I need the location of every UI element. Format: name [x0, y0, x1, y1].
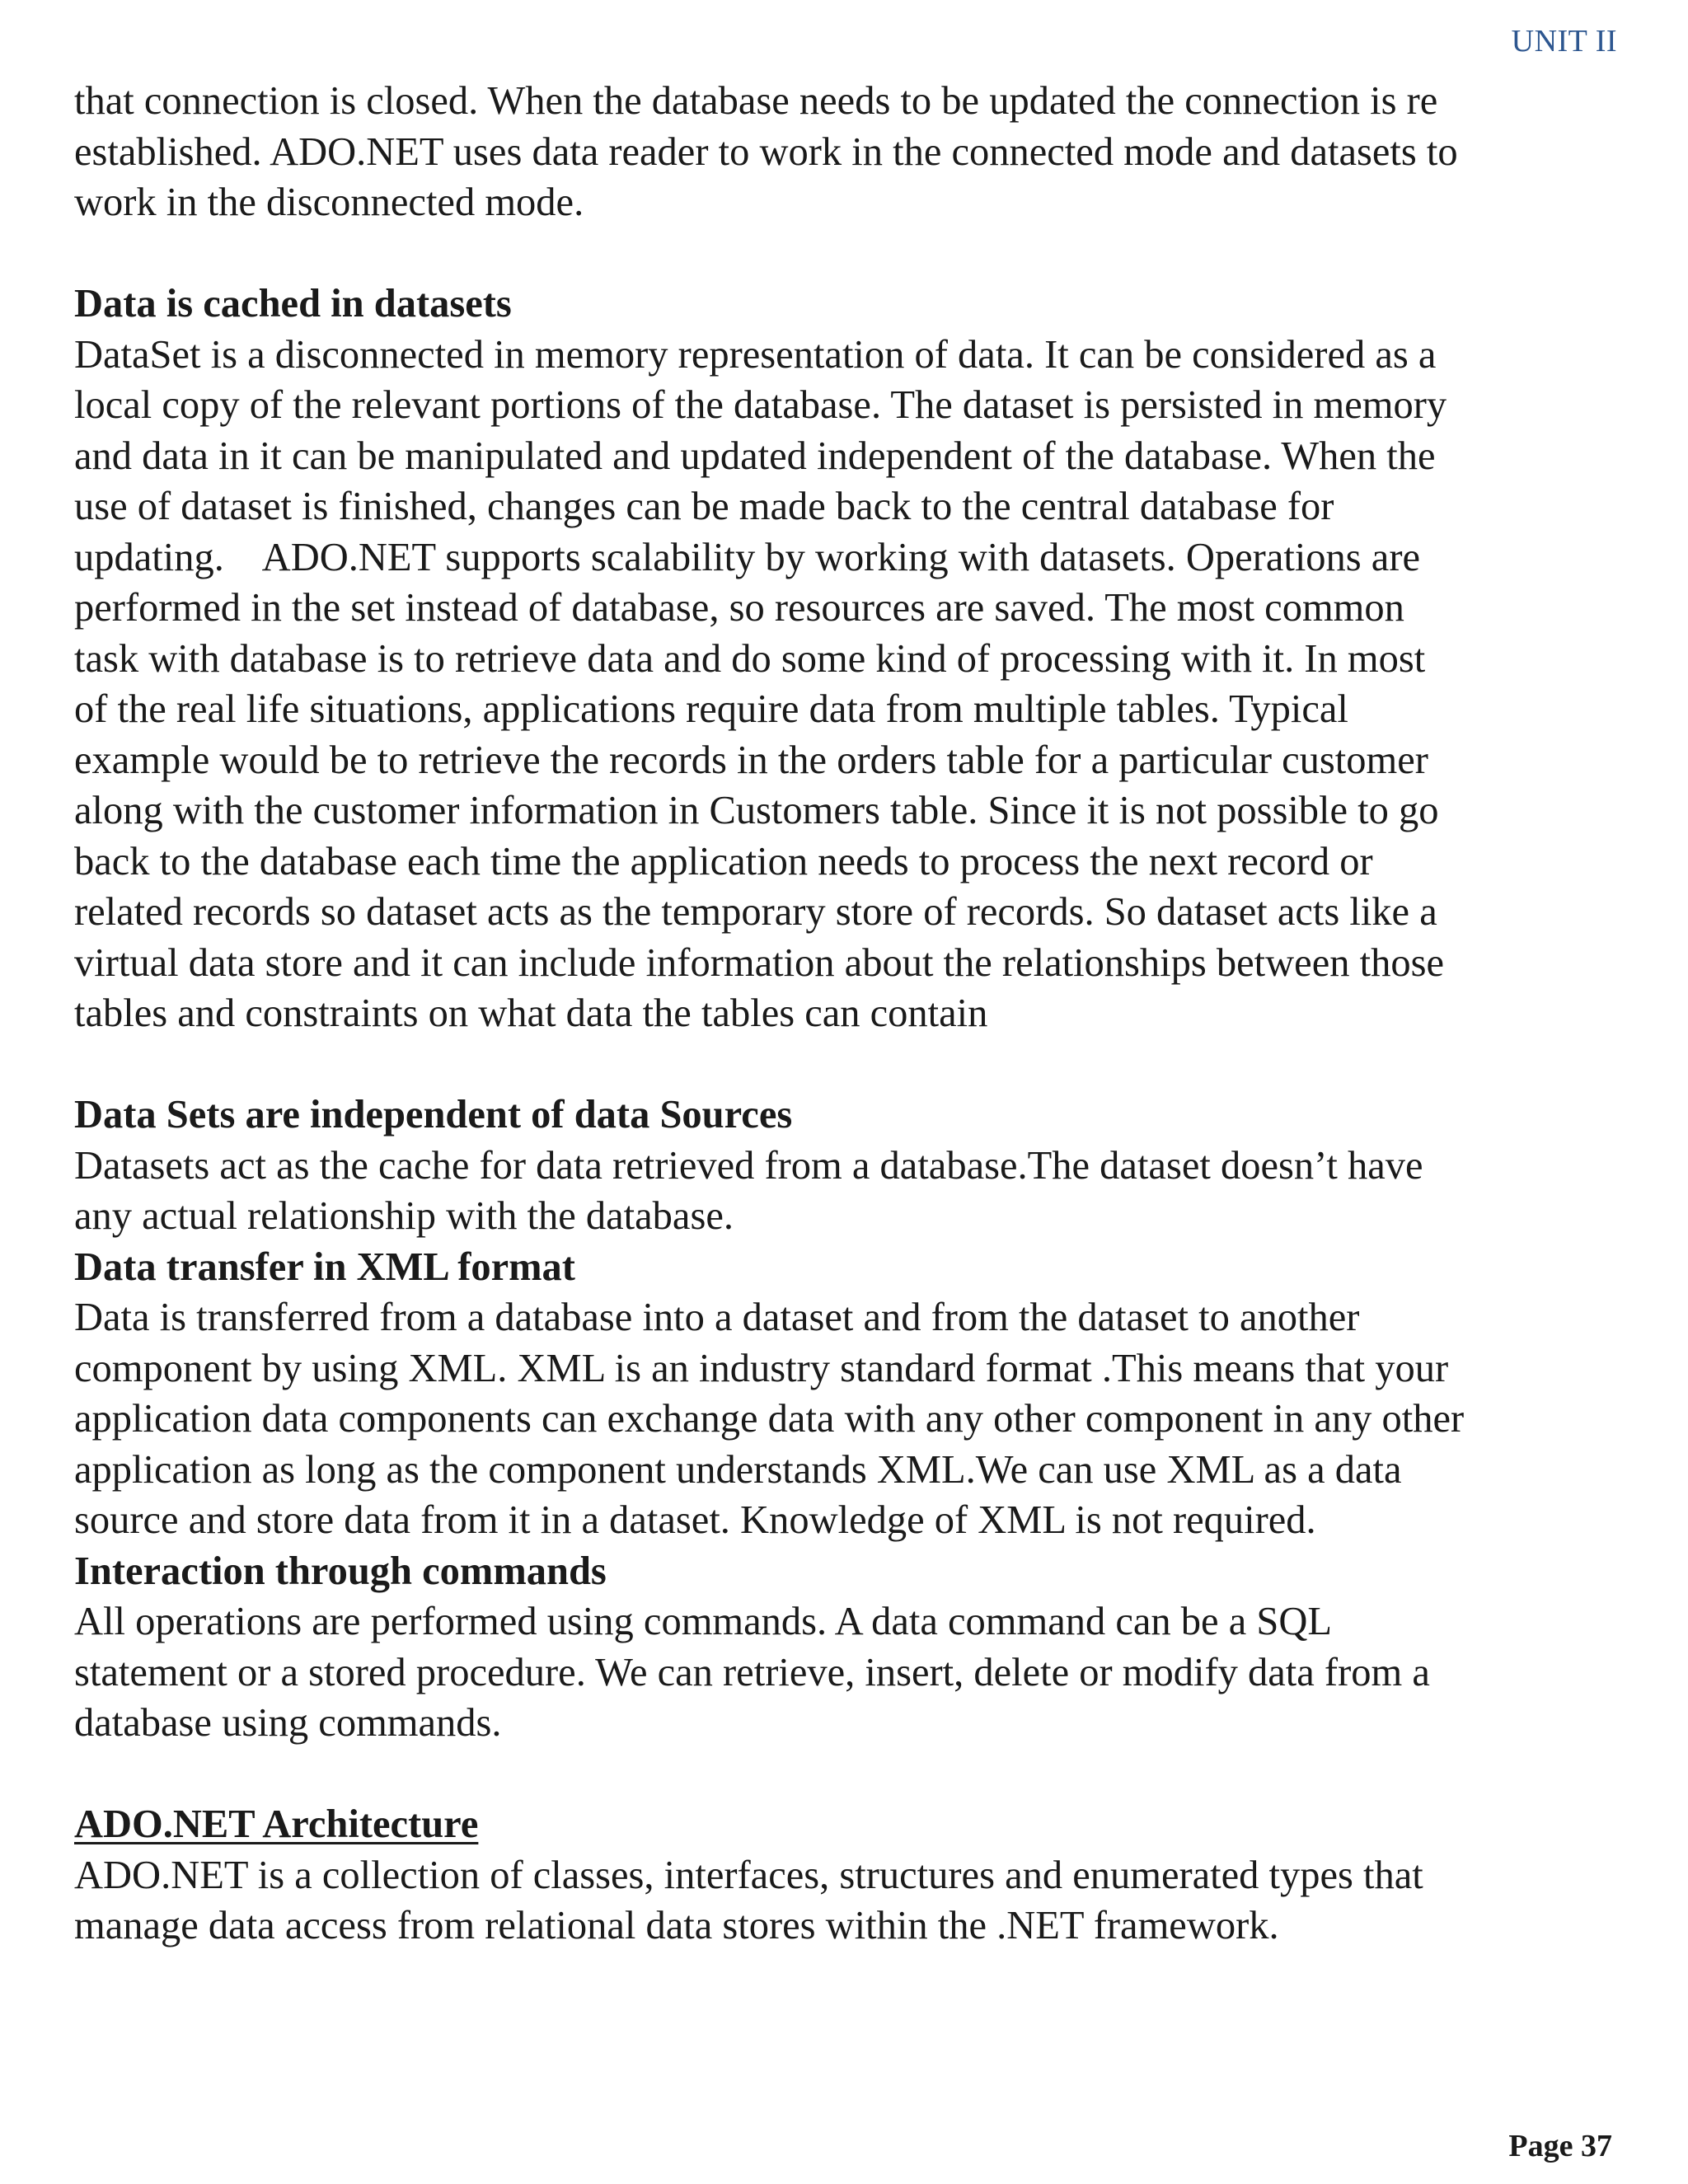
text-line: application data components can exchange data with any other component in any other — [74, 1397, 1465, 1441]
section-data-cached — [74, 279, 1624, 1039]
section-heading: Data Sets are independent of data Sources — [74, 1093, 793, 1137]
text-line: performed in the set instead of database, so resources are saved. The most common — [74, 586, 1404, 630]
text-line: Datasets act as the cache for data retrieved from a database.The dataset doesn’t have — [74, 1143, 1423, 1188]
text-line: and data in it can be manipulated and updated independent of the database. When the — [74, 434, 1436, 478]
section-heading-underlined — [74, 1799, 1624, 1850]
text-line: statement or a stored procedure. We can retrieve, insert, delete or modify data from a — [74, 1650, 1430, 1694]
text-line: that connection is closed. When the database needs to be updated the connection is re — [74, 79, 1438, 123]
page-number: Page 37 — [1508, 2129, 1612, 2163]
section-architecture — [74, 1799, 1624, 1952]
text-line: component by using XML. XML is an industry standard format .This means that your — [74, 1346, 1449, 1390]
text-line: task with database is to retrieve data and do some kind of processing with it. In most — [74, 636, 1426, 681]
text-line: local copy of the relevant portions of the database. The dataset is persisted in memory — [74, 383, 1447, 427]
section-heading: Data transfer in XML format — [74, 1244, 575, 1289]
text-line: database using commands. — [74, 1701, 502, 1745]
unit-header: UNIT II — [1511, 24, 1617, 59]
text-line: ADO.NET is a collection of classes, interfaces, structures and enumerated types that — [74, 1853, 1423, 1897]
text-line: source and store data from it in a dataset. Knowledge of XML is not required. — [74, 1498, 1316, 1542]
section-heading: Interaction through commands — [74, 1549, 607, 1593]
paragraph-spacer — [74, 1039, 1624, 1090]
text-line: along with the customer information in Customers table. Since it is not possible to go — [74, 789, 1439, 832]
text-line: established. ADO.NET uses data reader to work in the connected mode and datasets to — [74, 129, 1458, 174]
intro-paragraph — [74, 76, 1624, 228]
text-line: related records so dataset acts as the temporary store of records. So dataset acts like a — [74, 890, 1437, 934]
section-commands — [74, 1546, 1624, 1749]
section-independent-sources — [74, 1090, 1624, 1242]
paragraph-spacer — [74, 228, 1624, 279]
text-line: DataSet is a disconnected in memory representation of data. It can be considered as a — [74, 332, 1437, 377]
text-line: back to the database each time the application needs to process the next record or — [74, 839, 1373, 883]
paragraph-spacer — [74, 1749, 1624, 1800]
text-line: updating. ADO.NET supports scalability by working with datasets. Operations are — [74, 535, 1421, 579]
text-line: example would be to retrieve the records in the orders table for a particular customer — [74, 738, 1428, 782]
text-line: All operations are performed using commands. A data command can be a SQL — [74, 1600, 1332, 1643]
text-line: manage data access from relational data stores within the .NET framework. — [74, 1904, 1279, 1947]
text-line: use of dataset is finished, changes can be made back to the central database for — [74, 485, 1334, 528]
text-line: of the real life situations, applications require data from multiple tables. Typical — [74, 687, 1348, 731]
section-heading: Data is cached in datasets — [74, 282, 512, 326]
page-body — [74, 76, 1624, 1952]
text-line: any actual relationship with the database. — [74, 1194, 734, 1238]
text-line: work in the disconnected mode. — [74, 180, 584, 224]
architecture-heading-text: ADO.NET Architecture — [74, 1802, 479, 1846]
text-line: Data is transferred from a database into a dataset and from the dataset to another — [74, 1296, 1360, 1339]
section-xml-transfer — [74, 1242, 1624, 1546]
text-line: tables and constraints on what data the tables can contain — [74, 991, 988, 1035]
text-line: application as long as the component understands XML.We can use XML as a data — [74, 1447, 1402, 1492]
text-line: virtual data store and it can include information about the relationships between those — [74, 940, 1444, 985]
